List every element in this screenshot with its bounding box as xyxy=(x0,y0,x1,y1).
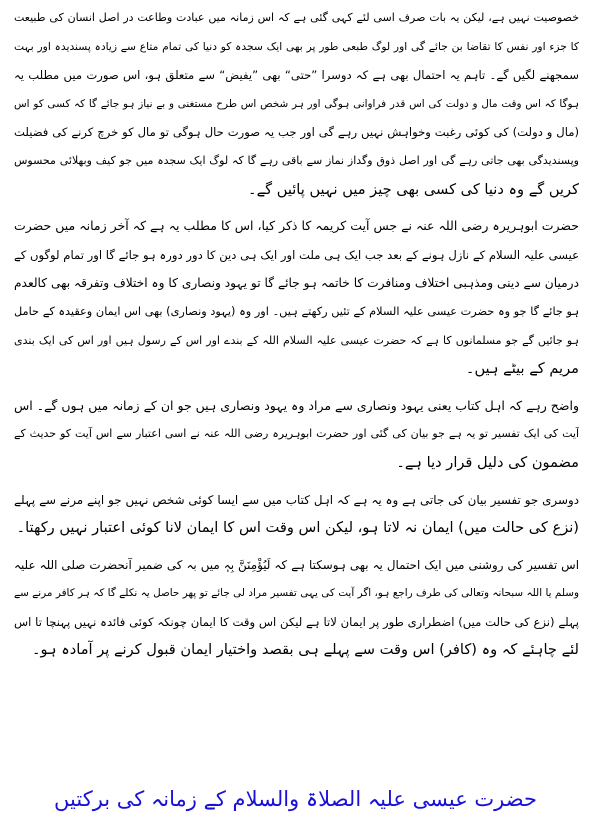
document-body xyxy=(14,4,579,673)
text-line: ہوگا کہ اس وقت مال و دولت کی اس قدر فراوانی ہوگی اور ہر شخص اس طرح مستغنی و بے نیاز ہو جائے گا کہ کسی کو اس xyxy=(14,97,579,110)
text-line: مضمون کی دلیل قرار دیا ہے۔ xyxy=(396,453,579,471)
text-line: آیت کی ایک تفسیر تو یہ ہے جو بیان کی گئی اور حضرت ابوہریرہ رضی اللہ عنہ نے اسی اعتبار سے اس آیت کو حدیث کے xyxy=(14,427,579,441)
text-line: وسلم یا اللہ سبحانہ وتعالی کی طرف راجع ہو، اگر آیت کی یہی تفسیر مراد لی جائے تو پھر حاصل یہ نکلے گا کہ ہر کافر مرنے سے xyxy=(14,587,579,600)
text-line: ہو جائیں گے جو مسلمانوں کا ہے کہ حضرت عیسی علیہ السلام اللہ کے بندے اور اس کے رسول ہیں اور اس کی ایک بندی xyxy=(14,333,579,347)
text-line: لئے چاہئے کہ وہ (کافر) اس وقت سے پہلے ہی بقصد واختیار ایمان قبول کرنے پر آمادہ ہو۔ xyxy=(31,641,579,659)
paragraph-1 xyxy=(14,4,579,204)
text-line: واضح رہے کہ اہل کتاب یعنی یہود ونصاری سے مراد وہ یہود ونصاری ہیں جو ان کے زمانہ میں ہوں گے۔ اس xyxy=(14,397,579,413)
text-line: دوسری جو تفسیر بیان کی جاتی ہے وہ یہ ہے کہ اہل کتاب میں سے ایسا کوئی شخص نہیں جو اپنے مرنے سے پہلے xyxy=(14,492,579,507)
text-line: سمجھنے لگیں گے۔ تاہم یہ احتمال بھی ہے کہ دوسرا ”حتی“ بھی ”یفیض“ سے متعلق ہو، اس صورت میں مطلب یہ xyxy=(14,68,579,83)
text-line: ہو جائے گا جو وہ حضرت عیسی علیہ السلام کے تئیں رکھتے ہیں۔ اور وہ (یہود ونصاری) بھی اس ایمان وعقیدہ کے حامل xyxy=(14,304,579,318)
paragraph-3 xyxy=(14,392,579,478)
text-line: عیسی علیہ السلام کے نازل ہونے کے بعد جب ایک ہی ملت اور ایک ہی دین کا دور دورہ ہو جائے گا اور تمام لوگوں کے xyxy=(14,247,579,262)
text-line: حضرت ابوہریرہ رضی اللہ عنہ نے جس آیت کریمہ کا ذکر کیا، اس کا مطلب یہ ہے کہ آخر زمانہ میں حضرت xyxy=(14,218,579,234)
text-line: پہلے (نزع کی حالت میں) اضطراری طور پر ایمان لاتا ہے لیکن اس وقت کا ایمان چونکہ کوئی فائدہ نہیں پہنچا تا اس xyxy=(14,614,579,629)
text-line: درمیان سے دینی ومذہبی اختلاف ومنافرت کا خاتمہ ہو جائے گا تو یہود ونصاری کا وہ اختلاف وتفرقہ بھی کالعدم xyxy=(14,276,579,291)
text-line: خصوصیت نہیں ہے، لیکن یہ بات صرف اسی لئے کہی گئی ہے کہ اس زمانہ میں عبادت وطاعت در اصل انسان کی طبیعت xyxy=(14,11,579,24)
paragraph-2 xyxy=(14,212,579,384)
text-line: (مال و دولت) کی کوئی رغبت وخواہش نہیں رہے گی اور جب یہ صورت حال ہوگی تو مال کو خرچ کرنے کی فضیلت xyxy=(14,125,579,140)
text-line: مریم کے بیٹے ہیں۔ xyxy=(465,360,579,378)
text-line: کا جزء اور نفس کا تقاضا بن جائے گی اور لوگ طبعی طور پر بھی ایک سجدہ کو دنیا کی تمام متاع سے زیادہ پسندیدہ اور بہت xyxy=(14,39,579,53)
text-line: وپسندیدگی بھی جاتی رہے گی اور اصل ذوق وگداز نماز سے باقی رہے گا کہ لوگ ایک سجدہ میں جو کیف وبھلائی محسوس xyxy=(14,153,579,167)
text-line: اس تفسیر کی روشنی میں ایک احتمال یہ بھی ہوسکتا ہے کہ لَیُؤْمِنَنَّ بِہٖ میں بہ کی ضمیر آنحضرت صلی اللہ علیہ xyxy=(14,557,579,572)
text-line: (نزع کی حالت میں) ایمان نہ لاتا ہو، لیکن اس وقت اس کا ایمان لانا کوئی اعتبار نہیں رکھتا۔ xyxy=(16,519,579,537)
paragraph-4 xyxy=(14,486,579,543)
text-line: کریں گے وہ دنیا کی کسی بھی چیز میں نہیں پائیں گے۔ xyxy=(248,180,579,198)
paragraph-5 xyxy=(14,551,579,665)
section-heading: حضرت عیسی علیہ الصلاۃ والسلام کے زمانہ کی برکتیں xyxy=(54,787,537,811)
